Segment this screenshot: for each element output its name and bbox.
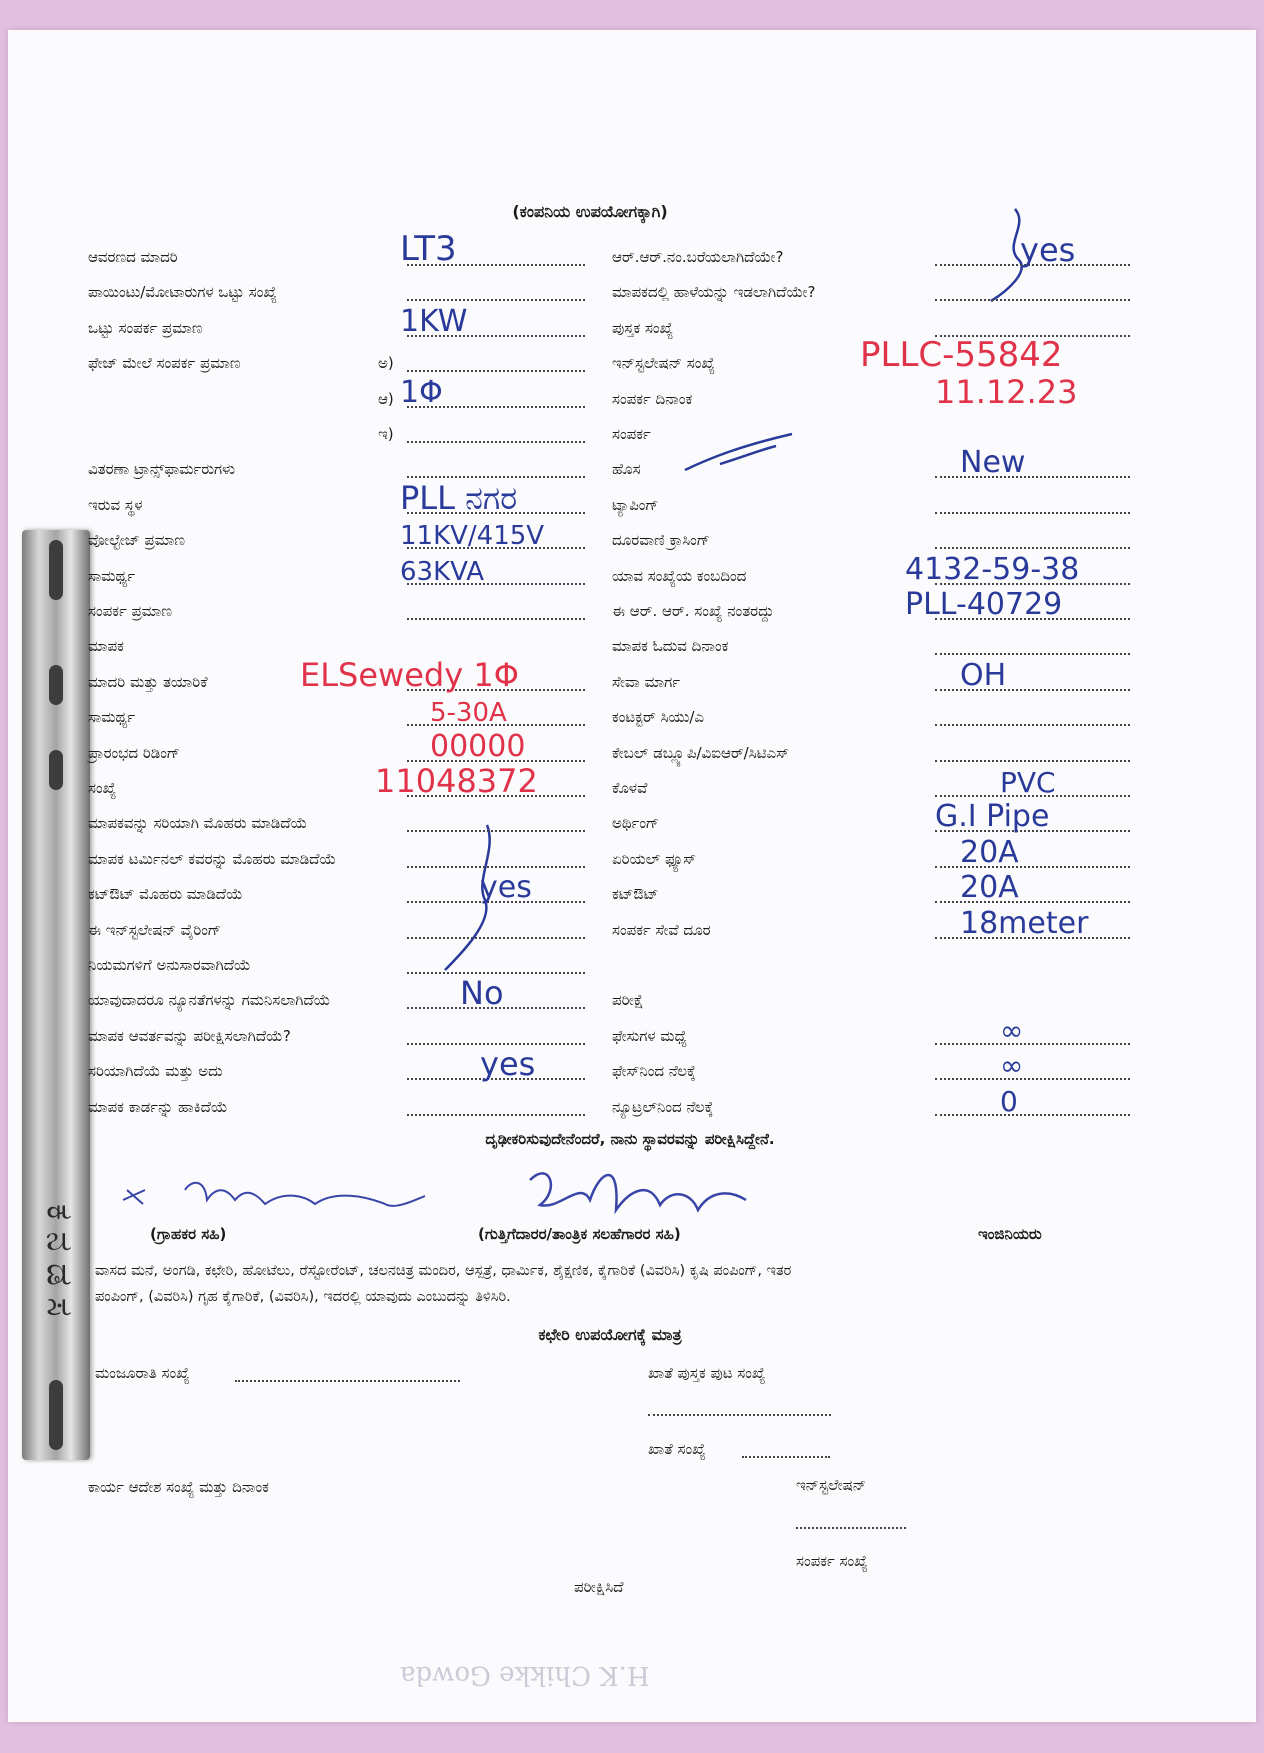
right-row-field[interactable] <box>935 724 1130 726</box>
left-row-label: ಸರಿಯಾಗಿದೆಯೆ ಮತ್ತು ಅದು <box>88 1062 223 1081</box>
right-row-value: 4132-59-38 <box>905 551 1080 587</box>
right-row-field[interactable] <box>935 1078 1130 1080</box>
right-row-label: ಮಾಪಕ ಓದುವ ದಿನಾಂಕ <box>612 637 729 656</box>
right-row-value: 0 <box>1000 1084 1018 1118</box>
right-row-value: ∞ <box>1000 1013 1024 1047</box>
right-row-label: ಸಂಪರ್ಕ <box>612 425 651 443</box>
sanction-number-field[interactable] <box>235 1380 460 1382</box>
right-row-value: 18meter <box>960 905 1089 941</box>
right-row-value: yes <box>1020 231 1076 269</box>
right-row-value: OH <box>960 657 1007 693</box>
account-number-field[interactable] <box>742 1456 830 1458</box>
right-row-field[interactable] <box>935 760 1130 762</box>
right-row-label: ಪರೀಕ್ಷೆ <box>612 991 644 1010</box>
customer-signature-label: (ಗ್ರಾಹಕರ ಸಹಿ) <box>150 1225 227 1243</box>
left-row-label: ಆವರಣದ ಮಾದರಿ <box>88 248 178 266</box>
usage-paragraph-line-1: ವಾಸದ ಮನೆ, ಅಂಗಡಿ, ಕಛೇರಿ, ಹೋಟೆಲು, ರೆಸ್ಟೋರೆಂಟ್, ಚಲನಚಿತ್ರ ಮಂದಿರ, ಆಸ್ಪತ್ರೆ, ಧಾರ್ಮಿಕ, ಶೈಕ್ಷಣಿಕ, ಕೈಗಾರಿಕೆ (ವಿವರಿಸಿ) ಕೃಷಿ ಪಂಪಿಂಗ್, ಇತರ <box>95 1263 792 1279</box>
left-row-value: LT3 <box>400 229 457 269</box>
installation-field[interactable] <box>796 1527 906 1529</box>
left-row-value: 5-30A <box>430 698 507 729</box>
customer-signature <box>115 1160 435 1230</box>
left-row-value: yes <box>480 870 532 906</box>
right-row-field[interactable] <box>935 547 1130 549</box>
right-row-label: ಟ್ಯಾಪಿಂಗ್ <box>612 495 659 514</box>
office-use-heading: ಕಛೇರಿ ಉಪಯೋಗಕ್ಕೆ ಮಾತ್ರ <box>538 1325 682 1344</box>
right-row-label: ಇನ್‌ಸ್ಟಲೇಷನ್ ಸಂಖ್ಯೆ <box>612 354 716 373</box>
file-binder-clip <box>22 530 90 1460</box>
checked-label: ಪರೀಕ್ಷಿಸಿದೆ <box>574 1578 624 1596</box>
right-row-field[interactable] <box>935 299 1130 301</box>
installation-label: ಇನ್‌ಸ್ಟಲೇಷನ್ <box>796 1476 867 1494</box>
left-row-label: ವಿತರಣಾ ಟ್ರಾನ್ಸ್‌ಫಾರ್ಮರುಗಳು <box>88 460 236 479</box>
contractor-signature <box>520 1150 760 1230</box>
right-row-label: ಆರ್.ಆರ್.ನಂ.ಬರೆಯಲಾಗಿದೆಯೇ? <box>612 248 784 266</box>
left-row-label: ಸಾಮರ್ಥ್ಯ <box>88 708 136 727</box>
right-row-value: PVC <box>1000 766 1056 799</box>
right-row-label: ಕೇಬಲ್ ಡಬ್ಲ್ಯೂಪಿ/ವಿಐಆರ್/ಸಿಟಿಎಸ್ <box>612 743 789 762</box>
left-row-field[interactable] <box>407 830 585 832</box>
left-row-marker: ಅ) <box>378 354 394 373</box>
left-row-label: ಒಟ್ಟು ಸಂಪರ್ಕ ಪ್ರಮಾಣ <box>88 318 203 337</box>
left-row-field[interactable] <box>407 937 585 939</box>
left-row-label: ಮಾಪಕ ಕಾರ್ಡನ್ನು ಹಾಕಿದೆಯೆ <box>88 1097 228 1116</box>
contractor-signature-label: (ಗುತ್ತಿಗೆದಾರರ/ತಾಂತ್ರಿಕ ಸಲಹೆಗಾರರ ಸಹಿ) <box>478 1225 681 1243</box>
left-row-field[interactable] <box>407 299 585 301</box>
right-row-value: PLLC-55842 <box>860 335 1063 376</box>
left-row-label: ವೋಲ್ಟೇಜ್ ಪ್ರಮಾಣ <box>88 531 185 550</box>
left-row-value: ELSewedy 1Φ <box>300 655 519 694</box>
binder-stamp-text: ಕ ನ ಡ ಸ <box>39 1203 80 1317</box>
left-row-label: ಕಟ್‌ಔಟ್ ಮೊಹರು ಮಾಡಿದೆಯೆ <box>88 885 243 904</box>
left-row-label: ಮಾಪಕ ಟರ್ಮಿನಲ್ ಕವರನ್ನು ಮೊಹರು ಮಾಡಿದೆಯೆ <box>88 849 337 868</box>
left-row-label: ನಿಯಮಗಳಿಗೆ ಅನುಸಾರವಾಗಿದೆಯೆ <box>88 956 251 974</box>
ledger-page-field[interactable] <box>648 1414 831 1416</box>
right-row-label: ಕಂಟಕ್ಟರ್ ಸಿಯು/ಎ <box>612 708 705 727</box>
right-row-label: ಸೇವಾ ಮಾರ್ಗ <box>612 672 681 691</box>
left-row-field[interactable] <box>407 370 585 372</box>
left-row-value: No <box>460 974 504 1013</box>
left-row-marker: ಇ) <box>378 425 394 443</box>
right-row-label: ಕೊಳವೆ <box>612 779 648 797</box>
right-row-value: 20A <box>960 834 1019 870</box>
right-row-field[interactable] <box>935 653 1130 655</box>
sanction-number-label: ಮಂಜೂರಾತಿ ಸಂಖ್ಯೆ <box>95 1364 190 1382</box>
left-row-field[interactable] <box>407 441 585 443</box>
right-row-label: ಅರ್ಥಿಂಗ್ <box>612 814 659 833</box>
left-row-label: ಫೇಜ್ ಮೇಲೆ ಸಂಪರ್ಕ ಪ್ರಮಾಣ <box>88 354 241 373</box>
left-row-label: ಪ್ರಾರಂಭದ ರಿಡಿಂಗ್ <box>88 743 180 762</box>
left-row-value: 1Φ <box>400 374 443 410</box>
right-row-label: ಸಂಪರ್ಕ ಸೇವೆ ದೂರ <box>612 920 711 939</box>
right-row-label: ಹೊಸ <box>612 460 641 479</box>
engineer-label: ಇಂಜಿನಿಯರು <box>978 1225 1042 1243</box>
tick-mark-icon <box>680 428 800 478</box>
left-row-label: ಸಂಪರ್ಕ ಪ್ರಮಾಣ <box>88 602 172 620</box>
right-row-field[interactable] <box>935 1043 1130 1045</box>
right-row-label: ಯಾವ ಸಂಖ್ಯೆಯ ಕಂಬದಿಂದ <box>612 566 747 585</box>
left-row-value: 63KVA <box>400 556 485 587</box>
left-row-label: ಮಾದರಿ ಮತ್ತು ತಯಾರಿಕೆ <box>88 672 208 691</box>
left-row-value: 00000 <box>430 728 526 764</box>
watermark-stamp: H.K Chikke Gowda <box>400 1660 650 1690</box>
form-title: (ಕಂಪನಿಯ ಉಪಯೋಗಕ್ಕಾಗಿ) <box>512 202 668 221</box>
left-row-label: ಪಾಯಿಂಟು/ಮೋಟಾರುಗಳ ಒಟ್ಟು ಸಂಖ್ಯೆ <box>88 283 277 302</box>
right-row-field[interactable] <box>935 512 1130 514</box>
left-row-value: 1KW <box>400 303 468 339</box>
account-number-label: ಖಾತೆ ಸಂಖ್ಯೆ <box>648 1440 706 1458</box>
left-row-field[interactable] <box>407 1114 585 1116</box>
ledger-page-label: ಖಾತೆ ಪುಸ್ತಕ ಪುಟ ಸಂಖ್ಯೆ <box>648 1364 766 1382</box>
right-row-label: ಈ ಆರ್. ಆರ್. ಸಂಖ್ಯೆ ನಂತರದ್ದು <box>612 602 774 620</box>
work-order-label: ಕಾರ್ಯ ಆದೇಶ ಸಂಖ್ಯೆ ಮತ್ತು ದಿನಾಂಕ <box>88 1478 269 1496</box>
left-row-label: ಮಾಪಕ <box>88 637 124 656</box>
connection-number-label: ಸಂಪರ್ಕ ಸಂಖ್ಯೆ <box>796 1552 868 1570</box>
right-row-value: 20A <box>960 870 1019 906</box>
right-row-label: ಮಾಪಕದಲ್ಲಿ ಹಾಳೆಯನ್ನು ಇಡಲಾಗಿದೆಯೇ? <box>612 283 816 302</box>
right-row-value: ∞ <box>1000 1049 1024 1083</box>
left-row-label: ಈ ಇನ್‌ಸ್ಟಲೇಷನ್ ವೈರಿಂಗ್ <box>88 920 221 939</box>
right-row-label: ಕಟ್‌ಔಟ್ <box>612 885 659 904</box>
certification-line: ದೃಢೀಕರಿಸುವುದೇನೆಂದರೆ, ನಾನು ಸ್ಥಾವರವನ್ನು ಪರೀಕ್ಷಿಸಿದ್ದೇನೆ. <box>485 1130 775 1148</box>
left-row-label: ಯಾವುದಾದರೂ ನ್ಯೂನತೆಗಳನ್ನು ಗಮನಿಸಲಾಗಿದೆಯೆ <box>88 991 331 1010</box>
right-row-value: PLL-40729 <box>905 587 1063 622</box>
left-row-label: ಸಂಖ್ಯೆ <box>88 779 117 797</box>
right-row-value: New <box>960 445 1026 481</box>
right-row-label: ಫೇಸ್‌ನಿಂದ ನೆಲಕ್ಕೆ <box>612 1062 696 1081</box>
right-row-label: ಪುಸ್ತಕ ಸಂಖ್ಯೆ <box>612 318 674 337</box>
left-row-label: ಸಾಮರ್ಥ್ಯ <box>88 566 136 585</box>
right-row-label: ದೂರವಾಣಿ ಕ್ರಾಸಿಂಗ್ <box>612 531 710 550</box>
left-row-label: ಮಾಪಕವನ್ನು ಸರಿಯಾಗಿ ಮೊಹರು ಮಾಡಿದೆಯೆ <box>88 814 308 833</box>
left-row-value: PLL ನಗರ <box>400 478 518 517</box>
left-row-field[interactable] <box>407 866 585 868</box>
right-row-value: 11.12.23 <box>935 372 1078 411</box>
left-row-marker: ಆ) <box>378 389 394 408</box>
usage-paragraph-line-2: ಪಂಪಿಂಗ್, (ವಿವರಿಸಿ) ಗೃಹ ಕೈಗಾರಿಕೆ, (ವಿವರಿಸಿ), ಇದರಲ್ಲಿ ಯಾವುದು ಎಂಬುದನ್ನು ತಿಳಿಸಿರಿ. <box>95 1289 511 1305</box>
right-row-label: ಫೇಸುಗಳ ಮಧ್ಯೆ <box>612 1026 687 1045</box>
left-row-label: ಮಾಪಕ ಆವರ್ತವನ್ನು ಪರೀಕ್ಷಿಸಲಾಗಿದೆಯೆ? <box>88 1026 291 1045</box>
left-row-label: ಇರುವ ಸ್ಥಳ <box>88 495 143 514</box>
right-row-label: ನ್ಯೂಟ್ರಲ್‌ನಿಂದ ನೆಲಕ್ಕೆ <box>612 1097 714 1116</box>
right-row-label: ಸಂಪರ್ಕ ದಿನಾಂಕ <box>612 389 693 408</box>
left-row-field[interactable] <box>407 618 585 620</box>
left-row-value: yes <box>480 1045 536 1084</box>
right-row-field[interactable] <box>935 1114 1130 1116</box>
left-row-value: 11KV/415V <box>400 521 545 552</box>
left-row-value: 11048372 <box>375 762 538 800</box>
right-row-label: ಏರಿಯಲ್ ಫ್ಯೂಸ್ <box>612 849 697 868</box>
right-row-value: G.I Pipe <box>935 799 1050 835</box>
